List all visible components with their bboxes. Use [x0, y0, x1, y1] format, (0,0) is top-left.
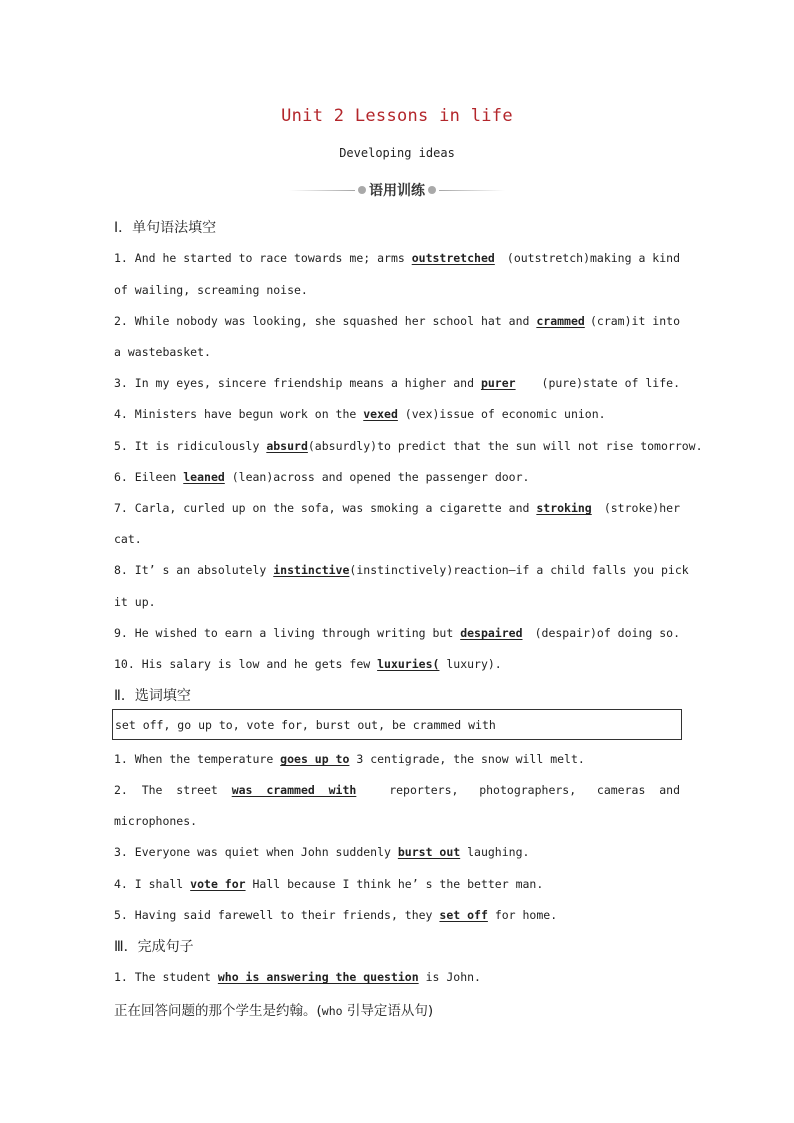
exercise-line-continued: of wailing, screaming noise. [114, 283, 308, 297]
exercise-line: 6. Eileen leaned (lean)across and opened the passenger door. [114, 470, 530, 484]
answer-text: stroking [536, 501, 592, 515]
exercise-text: 2. The street was crammed with [114, 783, 357, 797]
answer-text: was crammed with [231, 783, 357, 797]
answer-text: vexed [363, 407, 398, 421]
exercise-line-continued: cat. [114, 532, 142, 546]
answer-text: goes up to [280, 752, 350, 766]
exercise-line-continued: it up. [114, 595, 156, 609]
exercise-text: 9. He wished to earn a living through writing but despaired [114, 626, 523, 640]
answer-text: set off [439, 908, 488, 922]
badge-dot-icon [428, 186, 436, 194]
answer-text: instinctive [273, 563, 350, 577]
section-heading-sentence-completion: Ⅲ．完成句子 [114, 939, 194, 955]
exercise-line: 8. It’ s an absolutely instinctive (instinctively)reaction—if a child falls you pick [114, 563, 689, 577]
answer-text: outstretched [411, 251, 495, 265]
answer-text: despaired [460, 626, 523, 640]
exercise-text: 5. It is ridiculously absurd [114, 439, 308, 453]
exercise-line: 7. Carla, curled up on the sofa, was smoking a cigarette and stroking (stroke)her [114, 501, 680, 515]
exercise-line: 4. Ministers have begun work on the vexed (vex)issue of economic union. [114, 407, 606, 421]
badge-label: 语用训练 [369, 183, 425, 199]
answer-text: luxuries( [377, 657, 440, 671]
section-heading-grammar: Ⅰ．单句语法填空 [114, 220, 217, 236]
badge-divider-left [289, 190, 355, 191]
answer-text: who is answering the question [217, 970, 419, 984]
chinese-translation: 正在回答问题的那个学生是约翰。(who 引导定语从句) [114, 1003, 434, 1019]
answer-text: vote for [190, 877, 246, 891]
exercise-line: 10. His salary is low and he gets few luxuries( luxury). [114, 657, 502, 671]
exercise-line: 2. The street was crammed with reporters, photographers, cameras and [114, 783, 680, 797]
word-bank-text: set off, go up to, vote for, burst out, be crammed with [115, 717, 496, 732]
exercise-text: 2. While nobody was looking, she squashed her school hat and crammed [114, 314, 585, 328]
exercise-line-continued: microphones. [114, 814, 198, 828]
exercise-text: 7. Carla, curled up on the sofa, was smoking a cigarette and stroking [114, 501, 592, 515]
answer-text: burst out [397, 845, 461, 859]
exercise-line: 5. It is ridiculously absurd (absurdly)to predict that the sun will not rise tomorrow. [114, 439, 703, 453]
exercise-line: 1. And he started to race towards me; arms outstretched (outstretch)making a kind [114, 251, 680, 265]
exercise-line: 9. He wished to earn a living through writing but despaired (despair)of doing so. [114, 626, 680, 640]
exercise-line: 4. I shall vote for Hall because I think he’ s the better man. [114, 877, 544, 891]
exercise-text: 3. In my eyes, sincere friendship means a higher and purer [114, 376, 516, 390]
answer-text: leaned [183, 470, 225, 484]
exercise-line: 2. While nobody was looking, she squashed her school hat and crammed (cram)it into [114, 314, 680, 328]
word-bank-box [112, 709, 682, 740]
section-badge [0, 180, 794, 200]
exercise-line: 3. Everyone was quiet when John suddenly burst out laughing. [114, 845, 530, 859]
page-title: Unit 2 Lessons in life [281, 106, 513, 126]
answer-text: crammed [536, 314, 585, 328]
badge-divider-right [439, 190, 505, 191]
answer-text: purer [480, 376, 516, 390]
exercise-line: 1. When the temperature goes up to 3 centigrade, the snow will melt. [114, 752, 585, 766]
exercise-text: 8. It’ s an absolutely instinctive [114, 563, 350, 577]
badge-dot-icon [358, 186, 366, 194]
exercise-line-continued: a wastebasket. [114, 345, 211, 359]
page-subtitle: Developing ideas [339, 146, 455, 160]
answer-text: absurd [266, 439, 308, 453]
exercise-line: 1. The student who is answering the question is John. [114, 970, 481, 984]
section-heading-word-choice: Ⅱ．选词填空 [114, 688, 191, 704]
exercise-line: 5. Having said farewell to their friends, they set off for home. [114, 908, 558, 922]
exercise-line: 3. In my eyes, sincere friendship means a higher and purer (pure)state of life. [114, 376, 680, 390]
exercise-text: 1. And he started to race towards me; arms outstretched [114, 251, 495, 265]
